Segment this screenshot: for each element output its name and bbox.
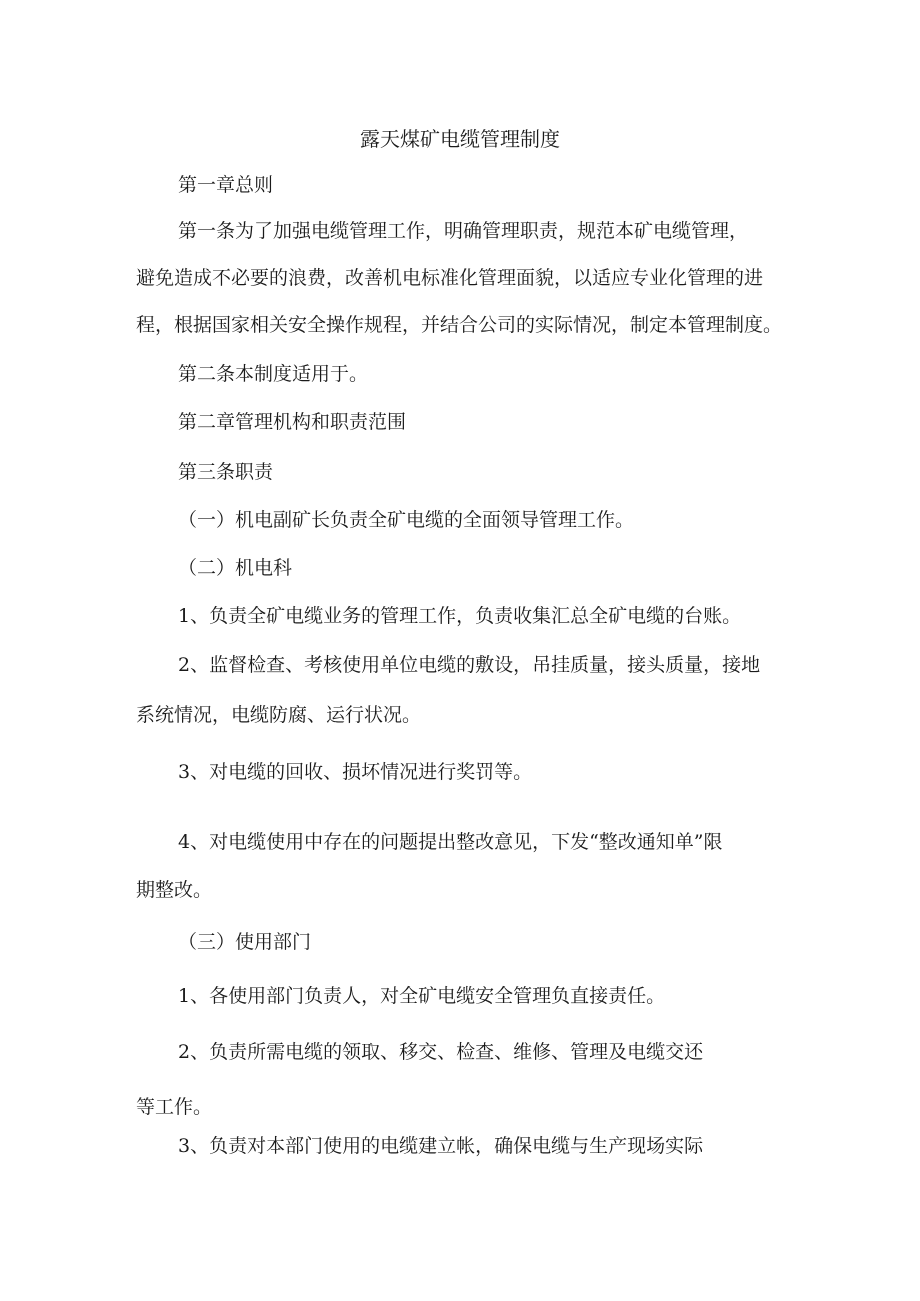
item-1: （一）机电副矿长负责全矿电缆的全面领导管理工作。: [178, 509, 635, 531]
item-2-duty-2-line-2: 系统情况，电缆防腐、运行状况。: [136, 704, 422, 726]
article-1-line-3: 程，根据国家相关安全操作规程，并结合公司的实际情况，制定本管理制度。: [136, 314, 783, 336]
item-3-duty-1: 1、各使用部门负责人，对全矿电缆安全管理负直接责任。: [178, 985, 666, 1007]
item-3-heading: （三）使用部门: [178, 931, 312, 953]
item-3-duty-2-line-2: 等工作。: [136, 1096, 213, 1118]
item-2-duty-1: 1、负责全矿电缆业务的管理工作，负责收集汇总全矿电缆的台账。: [178, 605, 742, 627]
item-2-duty-3: 3、对电缆的回收、损坏情况进行奖罚等。: [178, 761, 533, 783]
item-3-duty-2-line-1: 2、负责所需电缆的领取、移交、检查、维修、管理及电缆交还: [178, 1041, 704, 1063]
item-2-heading: （二）机电科: [178, 557, 293, 579]
chapter-1-heading: 第一章总则: [178, 174, 274, 196]
item-2-duty-2-line-1: 2、监督检查、考核使用单位电缆的敷设，吊挂质量，接头质量，接地: [178, 654, 761, 676]
item-2-duty-4-line-1: 4、对电缆使用中存在的问题提出整改意见，下发“整改通知单”限: [178, 831, 723, 853]
article-1-line-2: 避免造成不必要的浪费，改善机电标准化管理面貌，以适应专业化管理的进: [136, 267, 764, 289]
article-1-line-1: 第一条为了加强电缆管理工作，明确管理职责，规范本矿电缆管理，: [178, 220, 749, 242]
item-2-duty-4-line-2: 期整改。: [136, 879, 213, 901]
document-title: 露天煤矿电缆管理制度: [360, 127, 560, 151]
article-2: 第二条本制度适用于。: [178, 363, 369, 385]
chapter-2-heading: 第二章管理机构和职责范围: [178, 411, 407, 433]
item-3-duty-3: 3、负责对本部门使用的电缆建立帐，确保电缆与生产现场实际: [178, 1135, 704, 1157]
article-3: 第三条职责: [178, 461, 274, 483]
